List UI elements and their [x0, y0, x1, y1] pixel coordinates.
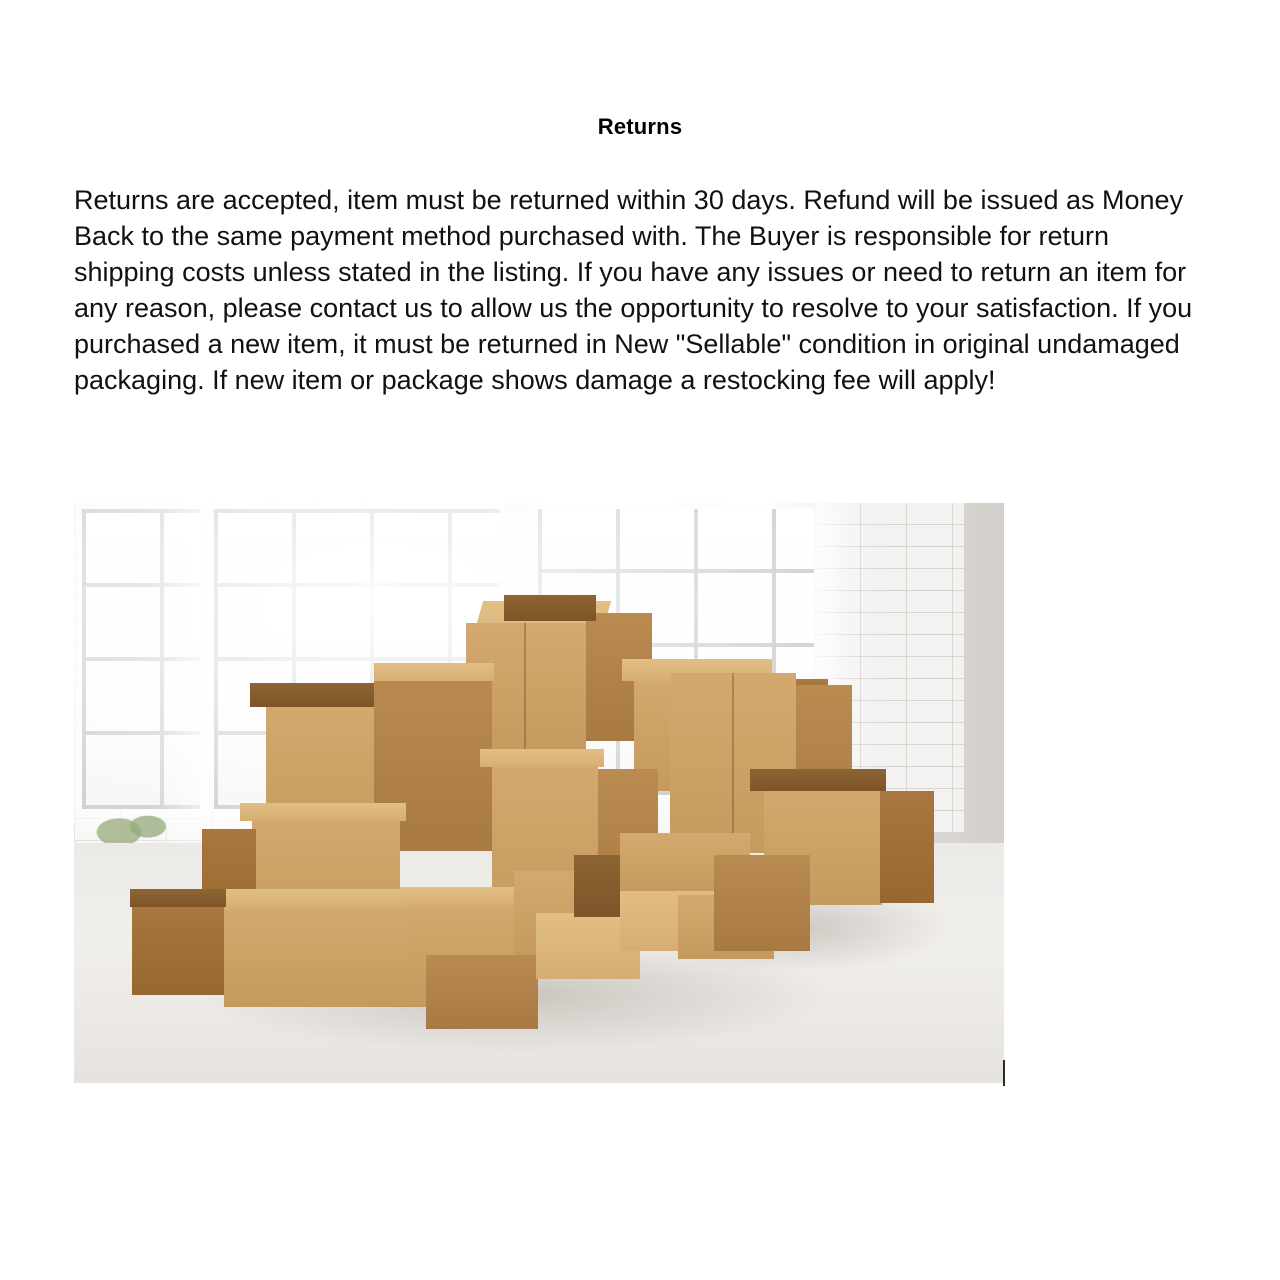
cardboard-box	[426, 955, 538, 1029]
returns-image	[74, 503, 1004, 1083]
box-top	[374, 663, 494, 681]
cardboard-box	[714, 855, 810, 951]
room-background	[74, 503, 1004, 1083]
box-top	[400, 887, 532, 905]
cardboard-box	[224, 903, 432, 1007]
box-top	[480, 749, 604, 767]
page-title: Returns	[597, 114, 683, 139]
box-inner	[130, 889, 226, 907]
text-cursor	[1003, 1060, 1005, 1086]
plant	[92, 793, 182, 849]
box-top	[240, 803, 406, 821]
window	[82, 509, 200, 809]
open-cardboard-box	[132, 903, 224, 995]
returns-policy-text: Returns are accepted, item must be returned within 30 days. Refund will be issued as Money Back to the same payment method purchased with. The Buyer is responsible for return shipping costs unless stated in the listing. If you have any issues or need to return an item for any reason, please contact us to allow us the opportunity to resolve to your satisfaction. If you purchased a new item, it must be returned in New "Sellable" condition in original undamaged packaging. If new item or package shows damage a restocking fee will apply!	[74, 185, 1193, 395]
box-inner	[750, 769, 886, 791]
box-flap	[504, 595, 596, 621]
cardboard-box	[880, 791, 934, 903]
